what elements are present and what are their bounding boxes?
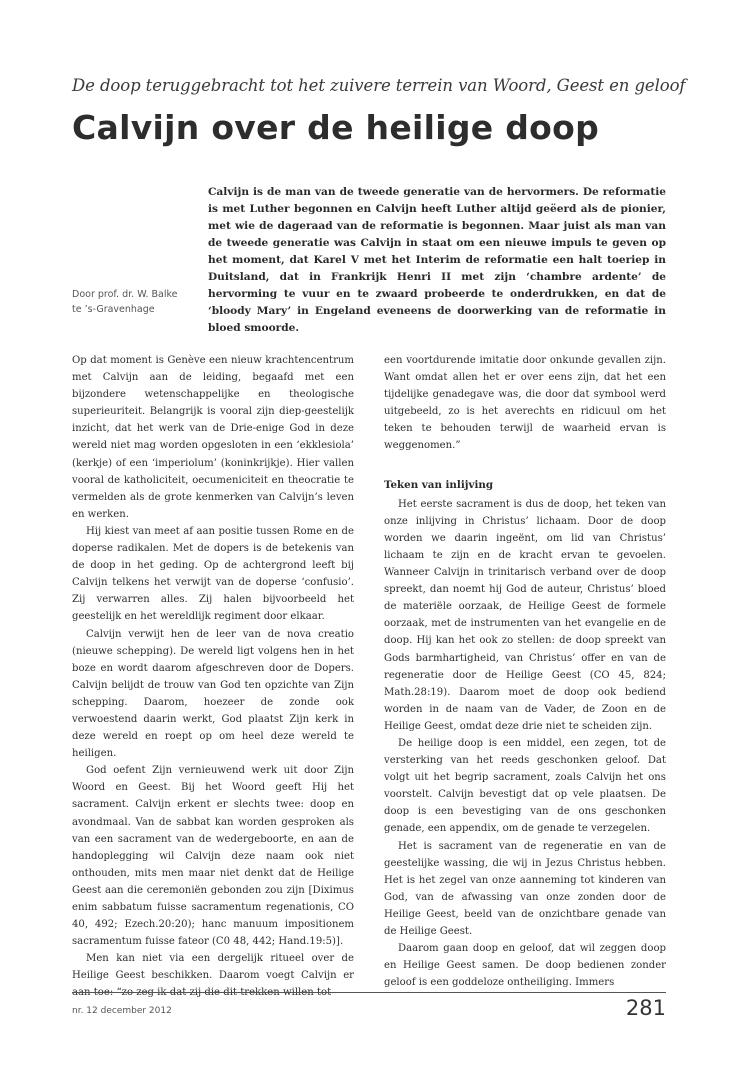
body-paragraph: Op dat moment is Genève een nieuw krachtencentrum met Calvijn aan de leiding, begaafd met een bijzondere wetenschappelijke en theologische superieuriteit. Belangrijk is vooral zijn diep-geestelijk inzicht, dat het werk van de Drie-enige God in deze wereld niet mag worden opgesloten in een ‘ekklesiola’ (kerkje) of een ‘imperiolum’ (koninkrijkje). Hier vallen vooral de katholiciteit, oecumeniciteit en theocratie te vermelden als de grote kenmerken van Calvijn’s leven en werken. — [72, 355, 354, 520]
issue-info: nr. 12 december 2012 — [72, 1006, 172, 1016]
body-paragraph: Calvijn verwijt hen de leer van de nova creatio (nieuwe schepping). De wereld ligt volgens hen in het boze en wordt daarom afgeschreven door de Dopers. Calvijn belijdt de trouw van God ten opzichte van Zijn schepping. Daarom, hoezeer de zonde ook verwoestend daarin werkt, God plaatst Zijn kerk in deze wereld en roept op om heel deze wereld te heiligen. — [72, 628, 354, 760]
body-paragraph: De heilige doop is een middel, een zegen, tot de versterking van het reeds geschonken geloof. Dat volgt uit het begrip sacrament, zoals Calvijn het ons voorstelt. Calvijn bevestigt dat op vele plaatsen. De doop is een bevestiging van de ons geschonken genade, een appendix, om de genade te verzegelen. — [384, 737, 666, 835]
body-paragraph: Het is sacrament van de regeneratie en van de geestelijke wassing, die wij in Jezus Christus hebben. Het is het zegel van onze aanneming tot kinderen van God, van de afwassing van onze zonden door de Heilige Geest, beeld van de onzichtbare genade van de Heilige Geest. — [384, 840, 666, 937]
body-paragraph: Hij kiest van meet af aan positie tussen Rome en de doperse radikalen. Met de dopers is de betekenis van de doop in het geding. Op de achtergrond leeft bij Calvijn telkens het verwijt van de doperse ‘confusio’. Zij verwarren alles. Zij halen bijvoorbeeld het geestelijk en het wereldlijk regiment door elkaar. — [72, 525, 354, 623]
right-column — [384, 352, 666, 991]
body-paragraph: een voortdurende imitatie door onkunde gevallen zijn. Want omdat allen het er over eens zijn, dat het een tijdelijke genadegave was, die door dat symbool werd uitgebeeld, zo is het averechts en ridicuul om het teken te behouden terwijl de waarheid ervan is weggenomen.” — [384, 355, 666, 452]
page-number: 281 — [625, 996, 666, 1020]
article-subtitle: De doop teruggebracht tot het zuivere terrein van Woord, Geest en geloof — [72, 76, 686, 95]
left-column — [72, 352, 354, 1002]
article-title: Calvijn over de heilige doop — [72, 108, 600, 147]
lead-paragraph: Calvijn is de man van de tweede generatie van de hervormers. De reformatie is met Luther begonnen en Calvijn heeft Luther altijd geëerd als de pionier, met wie de dageraad van de reformatie is begonnen. Maar juist als man van de tweede generatie was Calvijn in staat om een nieuwe impuls te geven op het moment, dat Karel V met het Interim de reformatie een halt toeriep in Duitsland, dat in Frankrijk Henri II met zijn ‘chambre ardente’ de hervorming te vuur en te zwaard probeerde te onderdrukken, en dat de ‘bloody Mary’ in Engeland eveneens de doorwerking van de reformatie in bloed smoorde. — [208, 186, 666, 334]
body-paragraph: God oefent Zijn vernieuwend werk uit door Zijn Woord en Geest. Bij het Woord geeft Hij het sacrament. Calvijn erkent er slechts twee: doop en avondmaal. Van de sabbat kan worden gesproken als van een sacrament van de wedergeboorte, en aan de handoplegging wil Calvijn deze naam ook niet onthouden, mits men maar niet denkt dat de Heilige Geest aan die ceremoniën gebonden zou zijn [Diximus enim sabbatum fuisse sacramentum regenationis, CO 40, 492; Ezech.20:20); hanc manuum impositionem sacramentum fuisse fateor (C0 48, 442; Hand.19:5)]. — [72, 765, 354, 948]
byline-author: Door prof. dr. W. Balke — [72, 289, 178, 300]
body-paragraph: Men kan niet via een dergelijk ritueel over de Heilige Geest beschikken. Daarom voegt Calvijn er aan toe: “zo zeg ik dat zij die dit trekken willen tot — [72, 953, 354, 999]
body-paragraph: Het eerste sacrament is dus de doop, het teken van onze inlijving in Christus’ lichaam. Door de doop worden we daarin ingeënt, om lid van Christus’ lichaam te zijn en de kracht ervan te gevoelen. Wanneer Calvijn in trinitarisch verband over de doop spreekt, dan noemt hij God de auteur, Christus’ bloed de materiële oorzaak, de Heilige Geest de formele oorzaak, met de instrumenten van het evangelie en de doop. Hij kan het ook zo stellen: de doop spreekt van Gods barmhartigheid, van Christus’ offer en van de regeneratie door de Heilige Geest (CO 45, 824; Math.28:19). Daarom moet de doop ook bediend worden in de naam van de Vader, de Zoon en de Heilige Geest, omdat deze drie niet te scheiden zijn. — [384, 498, 666, 732]
body-paragraph: Daarom gaan doop en geloof, dat wil zeggen doop en Heilige Geest samen. De doop bedienen zonder geloof is een goddeloze ontheiliging. Immers — [384, 943, 666, 989]
section-heading: Teken van inlijving — [384, 478, 494, 491]
author-byline — [72, 287, 192, 317]
article-page — [72, 0, 686, 1068]
byline-location: te ’s-Gravenhage — [72, 304, 155, 315]
footer-divider — [72, 992, 666, 993]
